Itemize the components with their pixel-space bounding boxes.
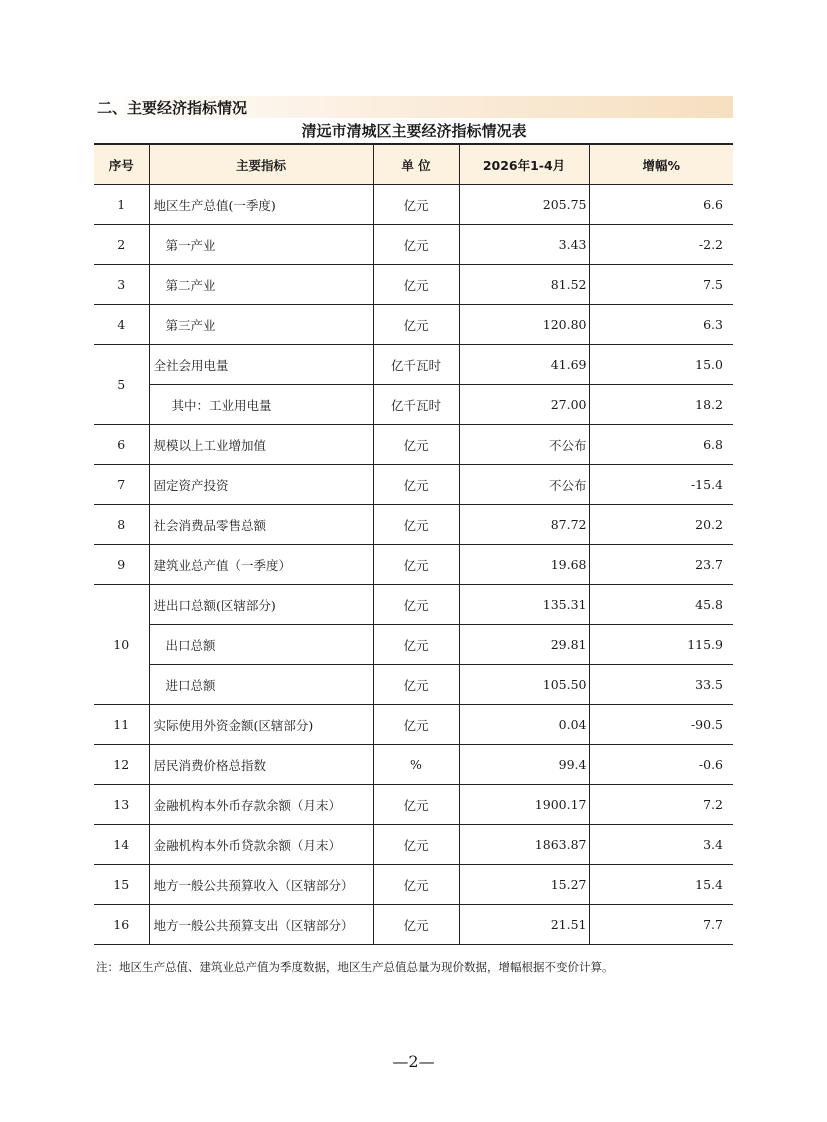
row-change: 33.5 <box>589 665 733 705</box>
row-change: 15.4 <box>589 865 733 905</box>
table-row <box>94 225 733 265</box>
row-value: 1863.87 <box>459 825 589 865</box>
row-indicator: 全社会用电量 <box>149 345 373 385</box>
row-indicator: 社会消费品零售总额 <box>149 505 373 545</box>
row-change: 15.0 <box>589 345 733 385</box>
table-row <box>94 305 733 345</box>
row-change: 3.4 <box>589 825 733 865</box>
table-row <box>94 705 733 745</box>
row-value: 不公布 <box>459 465 589 505</box>
row-value: 15.27 <box>459 865 589 905</box>
header-seq: 序号 <box>94 144 149 185</box>
row-seq: 3 <box>94 265 149 305</box>
row-seq: 10 <box>94 585 149 705</box>
table-row <box>94 785 733 825</box>
row-change: 7.7 <box>589 905 733 945</box>
row-change: 6.8 <box>589 425 733 465</box>
row-indicator: 规模以上工业增加值 <box>149 425 373 465</box>
row-indicator: 地方一般公共预算收入（区辖部分） <box>149 865 373 905</box>
row-change: -15.4 <box>589 465 733 505</box>
row-value: 1900.17 <box>459 785 589 825</box>
row-indicator: 地方一般公共预算支出（区辖部分） <box>149 905 373 945</box>
row-change: 115.9 <box>589 625 733 665</box>
table-row <box>94 865 733 905</box>
row-change: 7.5 <box>589 265 733 305</box>
table-row <box>94 465 733 505</box>
table-row <box>94 585 733 625</box>
row-value: 19.68 <box>459 545 589 585</box>
row-change: 20.2 <box>589 505 733 545</box>
row-change: -90.5 <box>589 705 733 745</box>
row-unit: 亿千瓦时 <box>373 345 459 385</box>
row-unit: 亿元 <box>373 225 459 265</box>
table-row <box>94 825 733 865</box>
row-change: 6.6 <box>589 185 733 225</box>
row-indicator: 实际使用外资金额(区辖部分) <box>149 705 373 745</box>
row-seq: 14 <box>94 825 149 865</box>
row-indicator: 第三产业 <box>149 305 373 345</box>
row-indicator: 第一产业 <box>149 225 373 265</box>
row-value: 105.50 <box>459 665 589 705</box>
section-title: 二、主要经济指标情况 <box>97 99 248 117</box>
row-change: 6.3 <box>589 305 733 345</box>
row-indicator: 出口总额 <box>149 625 373 665</box>
table-row <box>94 185 733 225</box>
row-unit: 亿元 <box>373 665 459 705</box>
row-indicator: 居民消费价格总指数 <box>149 745 373 785</box>
header-indicator: 主要指标 <box>149 144 373 185</box>
header-period: 2026年1-4月 <box>459 144 589 185</box>
row-unit: 亿元 <box>373 785 459 825</box>
table-row <box>94 425 733 465</box>
table-row <box>94 905 733 945</box>
row-indicator: 地区生产总值(一季度) <box>149 185 373 225</box>
row-unit: 亿元 <box>373 185 459 225</box>
row-indicator: 建筑业总产值（一季度） <box>149 545 373 585</box>
row-unit: 亿元 <box>373 705 459 745</box>
row-change: -2.2 <box>589 225 733 265</box>
row-indicator: 其中：工业用电量 <box>149 385 373 425</box>
row-unit: 亿元 <box>373 305 459 345</box>
row-value: 81.52 <box>459 265 589 305</box>
row-seq: 15 <box>94 865 149 905</box>
row-seq: 6 <box>94 425 149 465</box>
row-unit: 亿元 <box>373 625 459 665</box>
row-value: 27.00 <box>459 385 589 425</box>
row-value: 87.72 <box>459 505 589 545</box>
row-unit: 亿元 <box>373 265 459 305</box>
row-unit: % <box>373 745 459 785</box>
row-value: 3.43 <box>459 225 589 265</box>
row-seq: 9 <box>94 545 149 585</box>
row-value: 29.81 <box>459 625 589 665</box>
row-change: 23.7 <box>589 545 733 585</box>
table-footnote: 注：地区生产总值、建筑业总产值为季度数据，地区生产总值总量为现价数据，增幅根据不变价计算。 <box>96 960 614 974</box>
row-seq: 8 <box>94 505 149 545</box>
row-indicator: 进出口总额(区辖部分) <box>149 585 373 625</box>
row-indicator: 金融机构本外币贷款余额（月末） <box>149 825 373 865</box>
row-value: 120.80 <box>459 305 589 345</box>
row-unit: 亿元 <box>373 825 459 865</box>
row-value: 0.04 <box>459 705 589 745</box>
table-row <box>94 545 733 585</box>
row-seq: 1 <box>94 185 149 225</box>
row-unit: 亿元 <box>373 865 459 905</box>
row-value: 99.4 <box>459 745 589 785</box>
table-title: 清远市清城区主要经济指标情况表 <box>301 122 527 140</box>
row-indicator: 进口总额 <box>149 665 373 705</box>
row-unit: 亿元 <box>373 545 459 585</box>
row-unit: 亿元 <box>373 585 459 625</box>
row-value: 205.75 <box>459 185 589 225</box>
row-change: -0.6 <box>589 745 733 785</box>
row-unit: 亿元 <box>373 505 459 545</box>
table-row <box>94 745 733 785</box>
row-seq: 16 <box>94 905 149 945</box>
table-row <box>94 265 733 305</box>
row-unit: 亿千瓦时 <box>373 385 459 425</box>
row-value: 135.31 <box>459 585 589 625</box>
table-row <box>94 665 733 705</box>
row-seq: 11 <box>94 705 149 745</box>
row-change: 45.8 <box>589 585 733 625</box>
table-row <box>94 625 733 665</box>
row-change: 7.2 <box>589 785 733 825</box>
row-unit: 亿元 <box>373 905 459 945</box>
header-unit: 单 位 <box>373 144 459 185</box>
row-seq: 4 <box>94 305 149 345</box>
table-row <box>94 345 733 385</box>
row-seq: 7 <box>94 465 149 505</box>
row-seq: 12 <box>94 745 149 785</box>
table-header-row <box>94 144 733 185</box>
header-change: 增幅% <box>589 144 733 185</box>
row-seq: 5 <box>94 345 149 425</box>
economic-indicators-table <box>94 143 733 945</box>
row-change: 18.2 <box>589 385 733 425</box>
row-seq: 2 <box>94 225 149 265</box>
page-number: —2— <box>392 1052 435 1071</box>
row-value: 21.51 <box>459 905 589 945</box>
row-indicator: 金融机构本外币存款余额（月末） <box>149 785 373 825</box>
table-row <box>94 505 733 545</box>
row-value: 不公布 <box>459 425 589 465</box>
row-seq: 13 <box>94 785 149 825</box>
row-indicator: 第二产业 <box>149 265 373 305</box>
row-indicator: 固定资产投资 <box>149 465 373 505</box>
table-row <box>94 385 733 425</box>
row-unit: 亿元 <box>373 425 459 465</box>
row-unit: 亿元 <box>373 465 459 505</box>
row-value: 41.69 <box>459 345 589 385</box>
